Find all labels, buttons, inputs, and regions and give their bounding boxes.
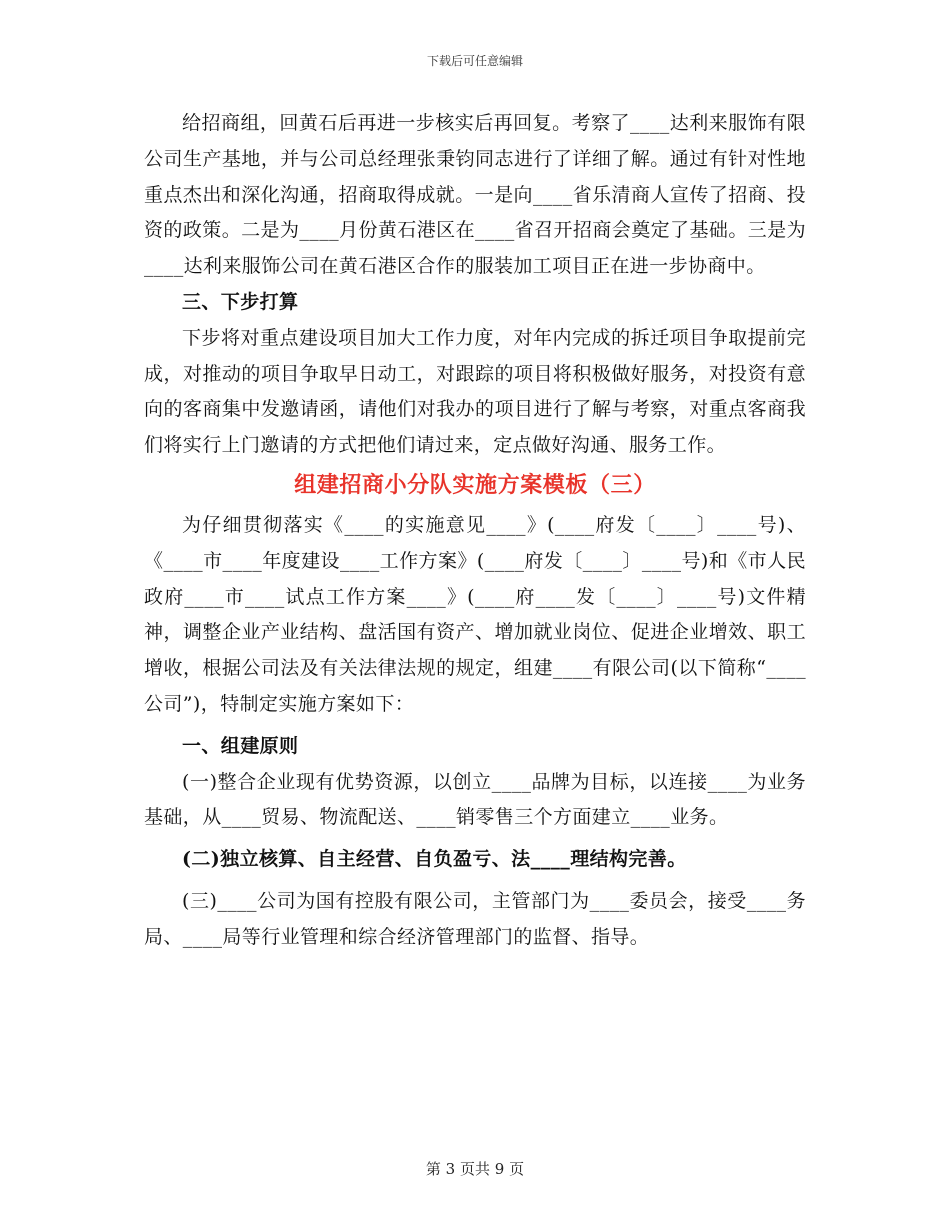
heading-principles: 一、组建原则 <box>182 734 299 757</box>
page-header: 下载后可任意编辑 <box>426 54 523 68</box>
principle-2-text-b: 理结构完善。 <box>570 848 687 871</box>
section-title: 组建招商小分队实施方案模板（三） <box>294 471 656 498</box>
heading-next-steps: 三、下步打算 <box>182 290 299 313</box>
principle-2-text-a: (二)独立核算、自主经营、自负盈亏、法 <box>182 848 531 871</box>
paragraph-principle-3: (三)____公司为国有控股有限公司，主管部门为____委员会，接受____务局、____局等行业管理和综合经济管理部门的监督、指导。 <box>144 889 806 948</box>
paragraph-principle-1: (一)整合企业现有优势资源，以创立____品牌为目标，以连接____为业务基础，从____贸易、物流配送、____销零售三个方面建立____业务。 <box>144 770 806 829</box>
paragraph-principle-2 <box>144 842 806 878</box>
principle-2-blank: ____ <box>530 848 571 871</box>
paragraph-inspection-results: 给招商组，回黄石后再进一步核实后再回复。考察了____达利来服饰有限公司生产基地，并与公司总经理张秉钧同志进行了详细了解。通过有针对性地重点杰出和深化沟通，招商取得成就。一是向____省乐清商人宣传了招商、投资的政策。二是为____月份黄石港区在____省召开招商会奠定了基础。三是为____达利来服饰公司在黄石港区合作的服装加工项目正在进一步协商中。 <box>144 112 806 278</box>
document-body <box>144 106 806 956</box>
page-footer: 第 3 页共 9 页 <box>425 1160 525 1178</box>
paragraph-next-steps: 下步将对重点建设项目加大工作力度，对年内完成的拆迁项目争取提前完成，对推动的项目争取早日动工，对跟踪的项目将积极做好服务，对投资有意向的客商集中发邀请函，请他们对我办的项目进行了解与考察，对重点客商我们将实行上门邀请的方式把他们请过来，定点做好沟通、服务工作。 <box>144 326 806 457</box>
paragraph-intro: 为仔细贯彻落实《____的实施意见____》(____府发〔____〕____号)、《____市____年度建设____工作方案》(____府发〔____〕____号)和《市人民政府____市____试点工作方案____》(____府____发〔____〕____号)文件精神，调整企业产业结构、盘活国有资产、增加就业岗位、促进企业增效、职工增收，根据公司法及有关法律法规的规定，组建____有限公司(以下简称“____公司”)，特制定实施方案如下： <box>144 513 806 715</box>
